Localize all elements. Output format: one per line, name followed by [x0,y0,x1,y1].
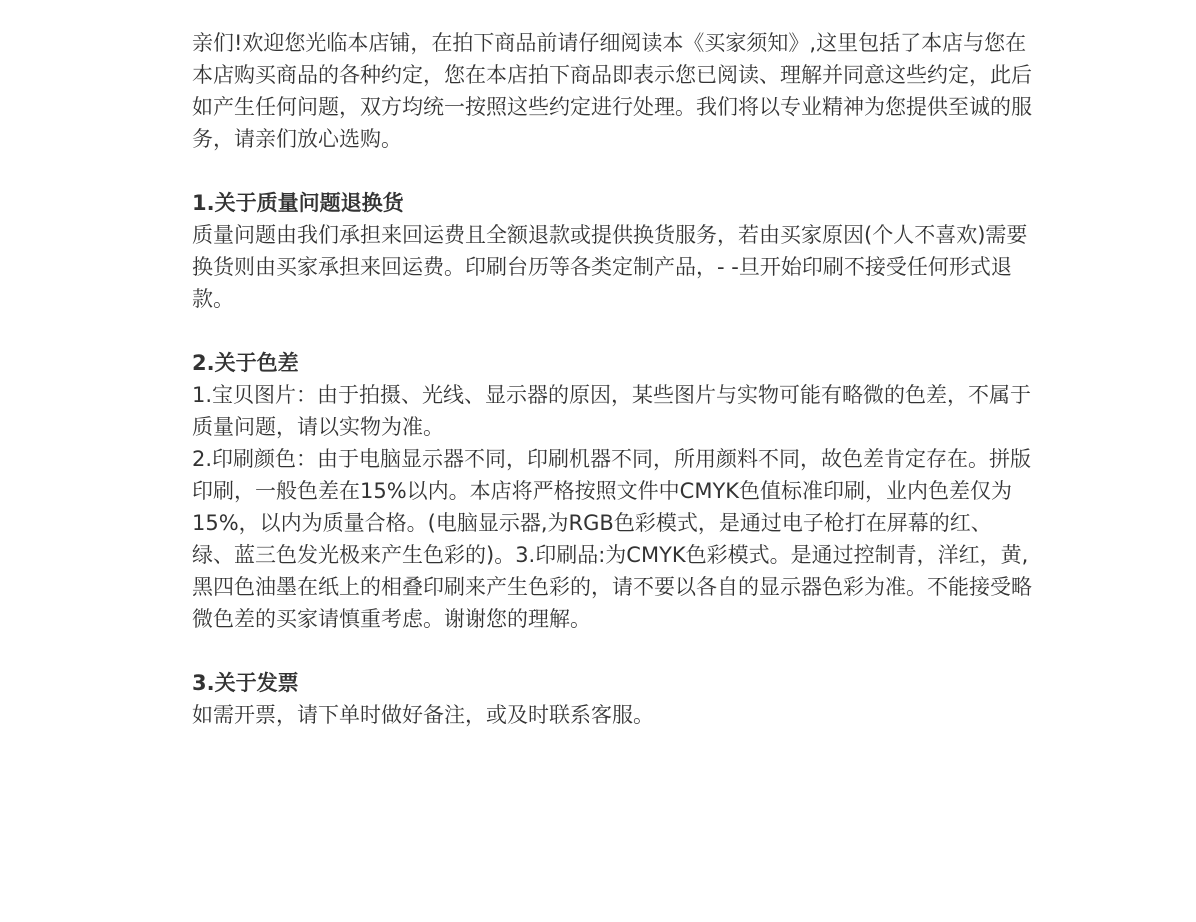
section-title: 1.关于质量问题退换货 [192,191,404,215]
section-color-difference [192,347,1032,635]
section-paragraph: 如需开票，请下单时做好备注，或及时联系客服。 [192,703,654,727]
intro-paragraph: 亲们!欢迎您光临本店铺，在拍下商品前请仔细阅读本《买家须知》,这里包括了本店与您在本店购买商品的各种约定，您在本店拍下商品即表示您已阅读、理解并同意这些约定，此后如产生任何问题，双方均统一按照这些约定进行处理。我们将以专业精神为您提供至诚的服务，请亲们放心选购。 [192,31,1032,151]
section-title: 2.关于色差 [192,351,299,375]
section-invoice [192,667,1032,731]
buyer-notice-document [192,27,1032,731]
section-quality-returns [192,187,1032,315]
section-paragraph: 质量问题由我们承担来回运费且全额退款或提供换货服务，若由买家原因(个人不喜欢)需要换货则由买家承担来回运费。印刷台历等各类定制产品，- -旦开始印刷不接受任何形式退款。 [192,223,1028,311]
section-paragraph: 2.印刷颜色：由于电脑显示器不同，印刷机器不同，所用颜料不同，故色差肯定存在。拼版印刷，一般色差在15%以内。本店将严格按照文件中CMYK色值标准印刷，业内色差仅为15%，以内为质量合格。(电脑显示器,为RGB色彩模式，是通过电子枪打在屏幕的红、绿、蓝三色发光极来产生色彩的)。3.印刷品:为CMYK色彩模式。是通过控制青，洋红，黄,黑四色油墨在纸上的相叠印刷来产生色彩的，请不要以各自的显示器色彩为准。不能接受略微色差的买家请慎重考虑。谢谢您的理解。 [192,447,1032,631]
section-paragraph: 1.宝贝图片：由于拍摄、光线、显示器的原因，某些图片与实物可能有略微的色差，不属于质量问题，请以实物为准。 [192,383,1032,439]
section-title: 3.关于发票 [192,671,299,695]
